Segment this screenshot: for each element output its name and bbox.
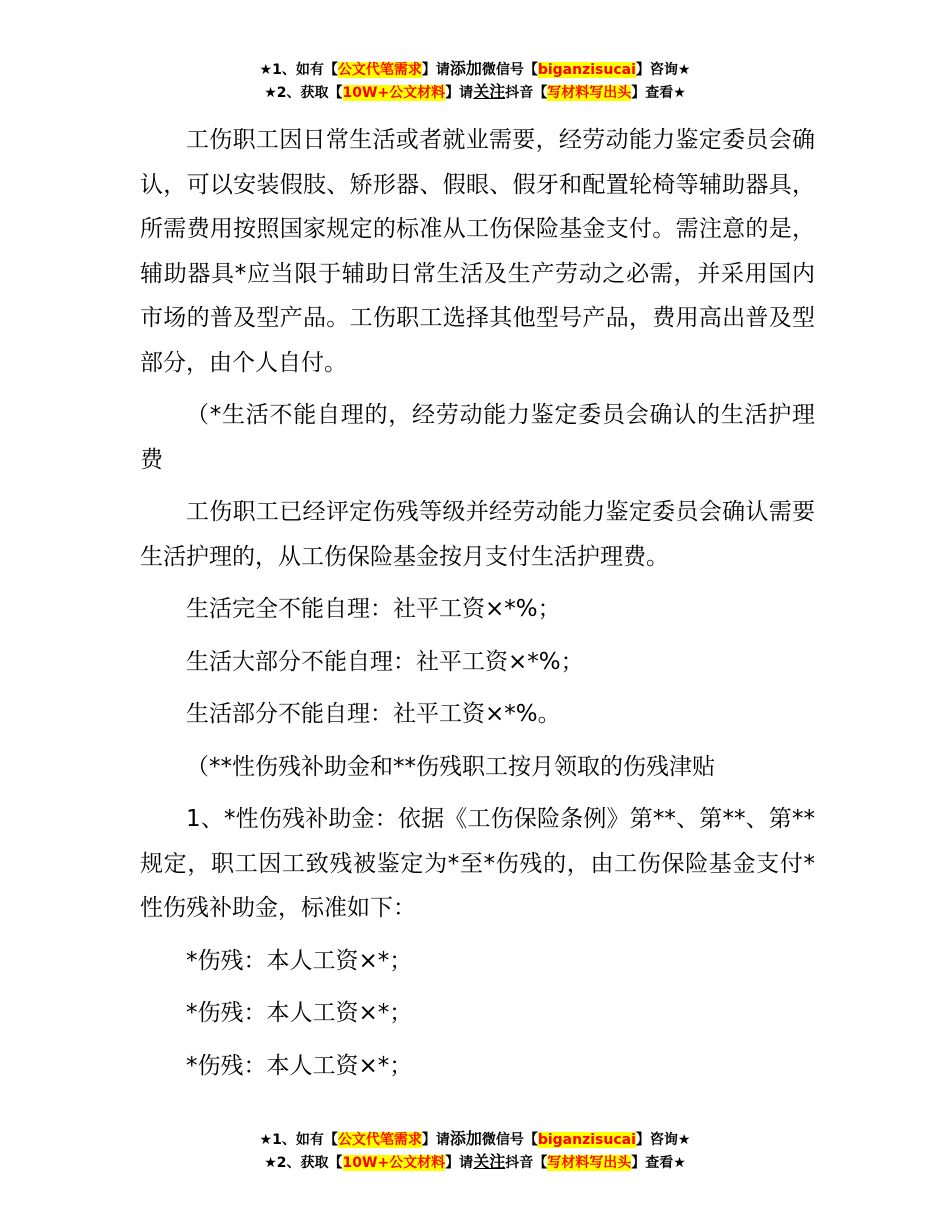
list-item: *伤残：本人工资×*； [186,1052,413,1079]
banner-text: 添加 [449,59,482,78]
section-heading: （**性伤残补助金和**伤残职工按月领取的伤残津贴 [186,753,715,780]
highlight-text: 10W+公文材料 [342,85,446,101]
paragraph: 1、*性伤残补助金：依据《工伤保险条例》第**、第**、第**规定，职工因工致残被鉴定为*至*伤残的，由工伤保险基金支付*性伤残补助金，标准如下： [140,806,815,921]
banner-line-2 [0,1151,950,1174]
banner-text: 抖音【 [505,1155,548,1171]
douyin-id: 写材料写出头 [547,85,632,101]
banner-line-2 [0,81,950,104]
banner-text: 关注 [473,1152,506,1171]
banner-text: 】请 [421,62,450,78]
banner-text: 抖音【 [505,85,548,101]
banner-text: 】请 [445,1155,474,1171]
banner-text: 】咨询★ [635,1132,691,1148]
banner-text: 添加 [449,1129,482,1148]
wechat-id: biganzisucai [537,62,636,78]
header-banner [0,58,950,104]
banner-text: ★2、获取【 [264,1155,343,1171]
banner-line-1 [0,58,950,81]
banner-text: ★1、如有【 [259,1132,338,1148]
section-heading: （*生活不能自理的，经劳动能力鉴定委员会确认的生活护理费 [140,402,815,473]
highlight-text: 公文代笔需求 [337,1132,422,1148]
footer-banner [0,1128,950,1174]
banner-text: 】请 [445,85,474,101]
banner-text: 】请 [421,1132,450,1148]
paragraph: 工伤职工因日常生活或者就业需要，经劳动能力鉴定委员会确认，可以安装假肢、矫形器、假眼、假牙和配置轮椅等辅助器具，所需费用按照国家规定的标准从工伤保险基金支付。需注意的是，辅助器具*应当限于辅助日常生活及生产劳动之必需，并采用国内市场的普及型产品。工伤职工选择其他型号产品，费用高出普及型部分，由个人自付。 [140,127,815,376]
banner-text: 微信号【 [481,1132,538,1148]
banner-text: ★2、获取【 [264,85,343,101]
banner-text: 】咨询★ [635,62,691,78]
banner-line-1 [0,1128,950,1151]
paragraph: 工伤职工已经评定伤残等级并经劳动能力鉴定委员会确认需要生活护理的，从工伤保险基金按月支付生活护理费。 [140,499,815,570]
banner-text: 微信号【 [481,62,538,78]
banner-text: 】查看★ [631,85,686,101]
highlight-text: 公文代笔需求 [337,62,422,78]
banner-text: 关注 [473,82,506,101]
list-item: 生活部分不能自理：社平工资×*%。 [186,701,561,727]
banner-text: 】查看★ [631,1155,686,1171]
list-item: 生活完全不能自理：社平工资×*%； [186,596,561,622]
document-body [140,118,815,1096]
list-item: 生活大部分不能自理：社平工资×*%； [186,648,584,675]
douyin-id: 写材料写出头 [547,1155,632,1171]
wechat-id: biganzisucai [537,1132,636,1148]
list-item: *伤残：本人工资×*； [186,947,413,974]
banner-text: ★1、如有【 [259,62,338,78]
highlight-text: 10W+公文材料 [342,1155,446,1171]
list-item: *伤残：本人工资×*； [186,1000,413,1026]
